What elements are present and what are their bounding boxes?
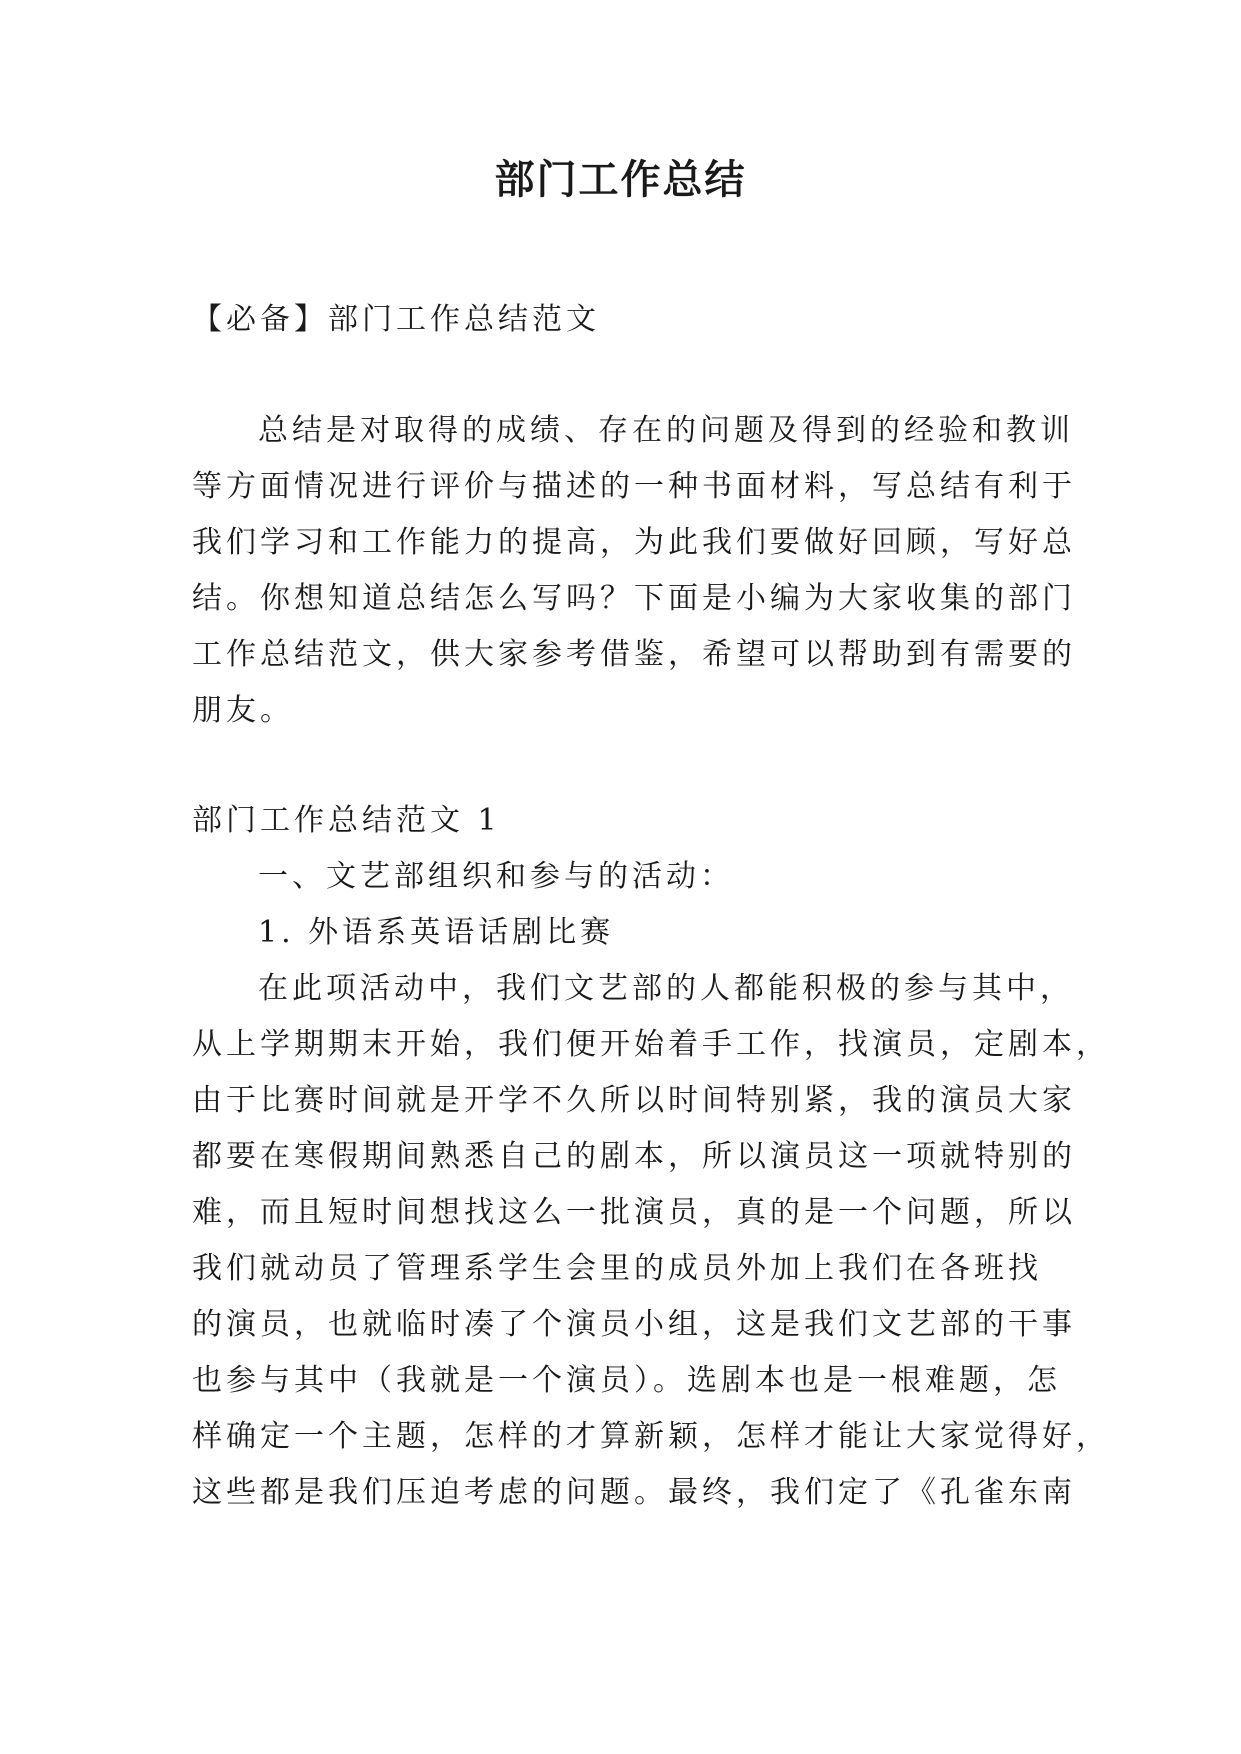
intro-line: 我们学习和工作能力的提高，为此我们要做好回顾，写好总 [192,525,1076,560]
subheading: 1. 外语系英语话剧比赛 [258,915,615,950]
document-subtitle: 【必备】部门工作总结范文 [192,302,600,337]
body-line: 难，而且短时间想找这么一批演员，真的是一个问题，所以 [192,1195,1076,1230]
body-line: 在此项活动中，我们文艺部的人都能积极的参与其中， [258,971,1074,1006]
body-line: 的演员，也就临时凑了个演员小组，这是我们文艺部的干事 [192,1307,1076,1342]
intro-line: 朋友。 [192,693,294,728]
section-heading: 部门工作总结范文 1 [192,803,501,838]
document-title: 部门工作总结 [494,157,747,203]
body-line: 由于比赛时间就是开学不久所以时间特别紧，我的演员大家 [192,1083,1076,1118]
body-line: 我们就动员了管理系学生会里的成员外加上我们在各班找 [192,1251,1042,1286]
intro-line: 总结是对取得的成绩、存在的问题及得到的经验和教训 [258,413,1074,448]
intro-line: 结。你想知道总结怎么写吗？下面是小编为大家收集的部门 [192,581,1076,616]
body-line: 从上学期期末开始，我们便开始着手工作，找演员，定剧本， [192,1027,1110,1062]
intro-line: 工作总结范文，供大家参考借鉴，希望可以帮助到有需要的 [192,637,1076,672]
subheading: 一、文艺部组织和参与的活动： [258,859,734,894]
body-line: 也参与其中（我就是一个演员）。选剧本也是一根难题，怎 [192,1363,1061,1398]
intro-line: 等方面情况进行评价与描述的一种书面材料，写总结有利于 [192,469,1076,504]
body-line: 这些都是我们压迫考虑的问题。最终，我们定了《孔雀东南 [192,1475,1076,1510]
body-line: 样确定一个主题，怎样的才算新颖，怎样才能让大家觉得好， [192,1419,1110,1454]
body-line: 都要在寒假期间熟悉自己的剧本，所以演员这一项就特别的 [192,1139,1076,1174]
